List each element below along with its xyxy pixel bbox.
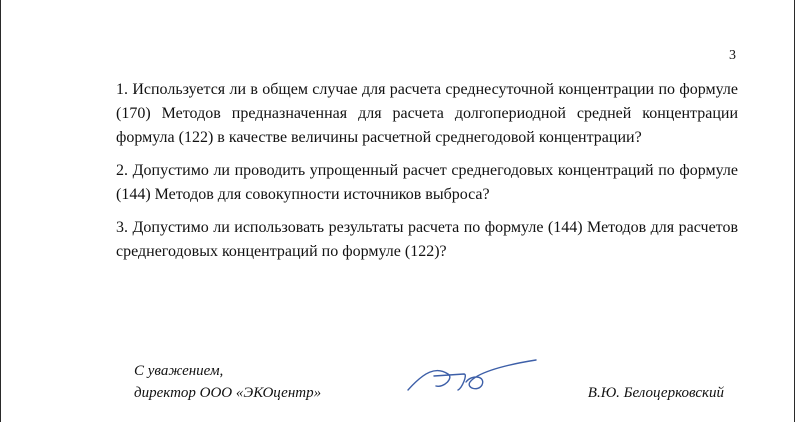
signer-position: директор ООО «ЭКОцентр» bbox=[134, 385, 322, 401]
signer-name: В.Ю. Белоцерковский bbox=[587, 385, 724, 401]
question-2: 2. Допустимо ли проводить упрощенный расчет среднегодовых концентраций по формуле (144) Методов для совокупности источников выброса? bbox=[116, 162, 738, 203]
questions-list bbox=[116, 78, 738, 273]
question-1: 1. Используется ли в общем случае для расчета среднесуточной концентрации по формуле (170) Методов предназначенная для расчета долгопериодной средней концентрации формула (122) в качестве величины расчетной среднегодовой концентрации? bbox=[116, 81, 738, 146]
closing-phrase: С уважением, bbox=[134, 363, 224, 379]
page-number: 3 bbox=[729, 48, 736, 63]
handwritten-signature bbox=[406, 352, 541, 402]
signature-block bbox=[134, 360, 321, 404]
question-3: 3. Допустимо ли использовать результаты расчета по формуле (144) Методов для расчетов среднегодовых концентраций по формуле (122)? bbox=[116, 219, 738, 260]
